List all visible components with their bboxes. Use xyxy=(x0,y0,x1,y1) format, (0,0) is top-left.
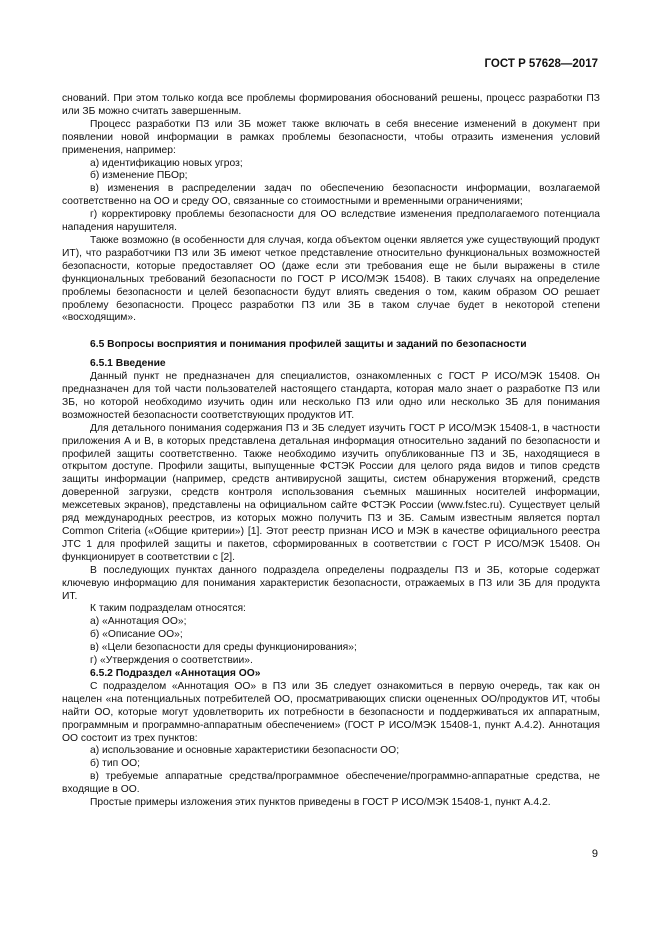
list-item: в) изменения в распределении задач по обеспечению безопасности информации, возлагаемой соответственно на ОО и среду ОО, связанные со стоимостными и временными ограничениями; xyxy=(62,183,600,208)
subsection-heading: 6.5.2 Подраздел «Аннотация ОО» xyxy=(90,667,261,679)
document-code: ГОСТ Р 57628—2017 xyxy=(484,58,598,70)
list-item: а) идентификацию новых угроз; xyxy=(90,157,243,169)
list-item: а) «Аннотация ОО»; xyxy=(90,616,187,628)
list-item: в) «Цели безопасности для среды функционирования»; xyxy=(90,642,357,654)
list-item: г) «Утверждения о соответствии». xyxy=(90,655,253,667)
subsection-heading: 6.5.1 Введение xyxy=(90,358,166,370)
list-item: б) изменение ПБОр; xyxy=(90,170,188,182)
paragraph: Простые примеры изложения этих пунктов приведены в ГОСТ Р ИСО/МЭК 15408-1, пункт А.4.2. xyxy=(90,797,551,809)
paragraph: Данный пункт не предназначен для специалистов, ознакомленных с ГОСТ Р ИСО/МЭК 15408. Он предназначен для той части пользователей настоящего стандарта, которая мало знает о разработке ПЗ или ЗБ, но которой необходимо изучить один или несколько ПЗ или одно или несколько ЗБ для понимания возможностей безопасности соответствующих продуктов ИТ. xyxy=(62,371,600,421)
list-item: г) корректировку проблемы безопасности для ОО вследствие изменения предполагаемого потенциала нападения нарушителя. xyxy=(62,209,600,234)
paragraph: Также возможно (в особенности для случая, когда объектом оценки является уже существующий продукт ИТ), что разработчики ПЗ или ЗБ имеют четкое представление относительно функциональных возможностей безопасности, которые предоставляет ОО (даже если эти требования еще не были выражены в стиле функциональных требований безопасности по ГОСТ Р ИСО/МЭК 15408). В таких случаях на определение проблемы безопасности и целей безопасности будут влиять сведения о том, каким образом ОО решает проблему безопасности. Процесс разработки ПЗ или ЗБ в таком случае будет в некоторой степени «восходящим». xyxy=(62,234,600,324)
paragraph: Для детального понимания содержания ПЗ и ЗБ следует изучить ГОСТ Р ИСО/МЭК 15408-1, в частности приложения А и В, в которых представлена детальная информация относительно заданий по безопасности и профилей защиты соответственно. Также необходимо изучить опубликованные ПЗ и ЗБ, находящиеся в открытом доступе. Профили защиты, выпущенные ФСТЭК России для целого ряда видов и типов средств защиты информации (например, средств антивирусной защиты, систем обнаружения вторжений, средств доверенной загрузки, средств контроля использования съемных машинных носителей информации, межсетевых экранов), представлены на официальном сайте ФСТЭК России (www.fstec.ru). Существует целый ряд международных реестров, из которых можно получить ПЗ и ЗБ. Самым известным является портал Common Criteria («Общие критерии») [1]. Этот реестр признан ИСО и МЭК в качестве официального реестра JTC 1 для профилей защиты и пакетов, сформированных в соответствии с ГОСТ Р ИСО/МЭК 15408. Он функционирует в соответствии с [2]. xyxy=(62,422,600,563)
list-item: б) «Описание ОО»; xyxy=(90,629,183,641)
paragraph: Процесс разработки ПЗ или ЗБ может также включать в себя внесение изменений в документ при появлении новой информации в рамках проблемы безопасности, чтобы отразить изменения условий применения, например: xyxy=(62,118,600,156)
paragraph-continuation: снований. При этом только когда все проблемы формирования обоснований решены, процесс разработки ПЗ или ЗБ можно считать завершенным. xyxy=(62,93,600,117)
paragraph: С подразделом «Аннотация ОО» в ПЗ или ЗБ следует ознакомиться в первую очередь, так как он нацелен «на потенциальных потребителей ОО, просматривающих списки оцененных ОО/продуктов ИТ, чтобы найти ОО, которые могут удовлетворить их потребности в безопасности и поддерживаться их аппаратным, программным и программно-аппаратным обеспечением» (ГОСТ Р ИСО/МЭК 15408-1, пункт А.4.2). Аннотация ОО состоит из трех пунктов: xyxy=(62,680,600,744)
list-item: в) требуемые аппаратные средства/программное обеспечение/программно-аппаратные средства, не входящие в ОО. xyxy=(62,771,600,796)
list-item: б) тип ОО; xyxy=(90,758,140,770)
paragraph: В последующих пунктах данного подраздела определены подразделы ПЗ и ЗБ, которые содержат ключевую информацию для понимания характеристик безопасности, отражаемых в ПЗ или ЗБ для продукта ИТ. xyxy=(62,564,600,602)
section-heading: 6.5 Вопросы восприятия и понимания профилей защиты и заданий по безопасности xyxy=(90,339,527,351)
page-number: 9 xyxy=(591,848,598,860)
list-item: а) использование и основные характеристики безопасности ОО; xyxy=(90,745,400,757)
document-body xyxy=(62,93,600,810)
paragraph: К таким подразделам относятся: xyxy=(90,603,246,615)
